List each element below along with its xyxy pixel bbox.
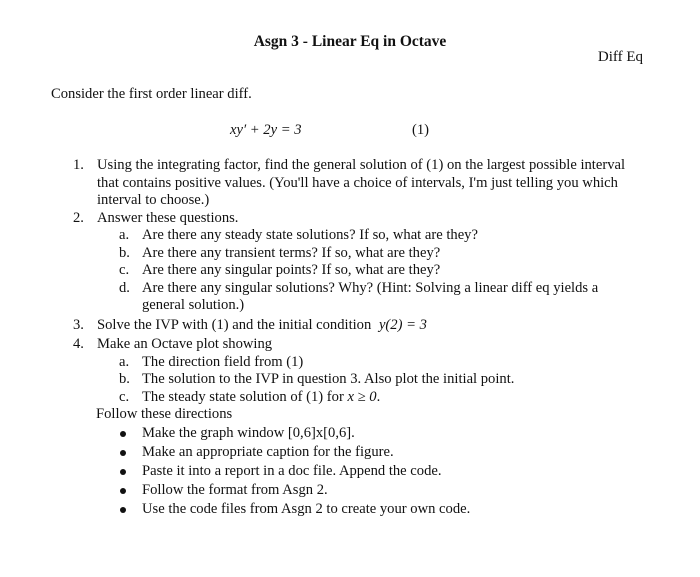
subquestion-text: The direction field from (1) [142, 353, 304, 370]
subquestion-text: Are there any steady state solutions? If so, what are they? [142, 227, 478, 243]
subquestion-letter: c. [119, 388, 130, 405]
direction-item [0, 500, 660, 519]
directions-heading: Follow these directions [96, 406, 233, 422]
direction-text: Follow the format from Asgn 2. [142, 482, 328, 499]
subquestion [0, 262, 660, 280]
bullet-icon [120, 431, 126, 437]
subquestion-letter: b. [119, 371, 130, 387]
subquestion-letter: d. [119, 279, 130, 296]
direction-item [0, 443, 660, 462]
question-list [0, 157, 660, 520]
subquestion-list [97, 227, 660, 315]
subquestion-text: The steady state solution of (1) for [142, 388, 344, 405]
subquestion-letter: c. [119, 262, 130, 278]
subquestion [0, 389, 660, 407]
question-text: Using the integrating factor, find the general solution of (1) on the largest possible interval that contains positive values. (You'll have a choice of intervals, I'm just telling you which interval to choose.) [97, 157, 626, 208]
bullet-icon [120, 507, 126, 513]
subquestion [0, 280, 660, 315]
direction-text: Make an appropriate caption for the figure. [142, 443, 394, 460]
subquestion-text: The solution to the IVP in question 3. Also plot the initial point. [142, 371, 515, 387]
equation: xy′ + 2y = 3 [230, 122, 302, 138]
question-text: Make an Octave plot showing [97, 336, 273, 352]
question-number: 2. [73, 209, 84, 226]
question-2 [0, 210, 660, 315]
direction-text: Use the code files from Asgn 2 to create your own code. [142, 501, 471, 518]
direction-text: Make the graph window [0,6]x[0,6]. [142, 424, 355, 441]
question-text: Answer these questions. [97, 209, 239, 226]
bullet-icon [120, 469, 126, 475]
question-text: Solve the IVP with (1) and the initial condition [97, 316, 372, 333]
initial-condition: y(2) = 3 [378, 316, 427, 333]
question-number: 4. [73, 336, 84, 352]
question-1 [0, 157, 660, 210]
direction-text: Paste it into a report in a doc file. Append the code. [142, 462, 442, 479]
subquestion-text: Are there any singular points? If so, what are they? [142, 262, 441, 278]
subquestion-tail: . [376, 388, 381, 405]
subquestion-text: Are there any transient terms? If so, what are they? [142, 244, 441, 261]
subquestion-math: x ≥ 0 [347, 388, 377, 405]
intro-text: Consider the first order linear diff. [51, 86, 252, 102]
course-label: Diff Eq [597, 49, 643, 65]
subquestion-letter: b. [119, 244, 130, 261]
direction-item [0, 462, 660, 481]
bullet-icon [120, 488, 126, 494]
subquestion [0, 227, 660, 245]
subquestion-letter: a. [119, 353, 130, 370]
question-4 [0, 336, 660, 520]
subquestion [0, 354, 660, 372]
subquestion-text: Are there any singular solutions? Why? (Hint: Solving a linear diff eq yields a general solution.) [142, 279, 599, 313]
question-3 [0, 317, 660, 335]
directions-list [97, 424, 660, 520]
question-number: 3. [73, 316, 84, 333]
equation-number: (1) [412, 122, 430, 138]
direction-item [0, 481, 660, 500]
question-number: 1. [73, 157, 84, 173]
subquestion-letter: a. [119, 227, 130, 243]
subquestion [0, 245, 660, 263]
page-title: Asgn 3 - Linear Eq in Octave [253, 33, 447, 50]
bullet-icon [120, 450, 126, 456]
subquestion-list [97, 354, 660, 407]
subquestion [0, 371, 660, 389]
direction-item [0, 424, 660, 443]
